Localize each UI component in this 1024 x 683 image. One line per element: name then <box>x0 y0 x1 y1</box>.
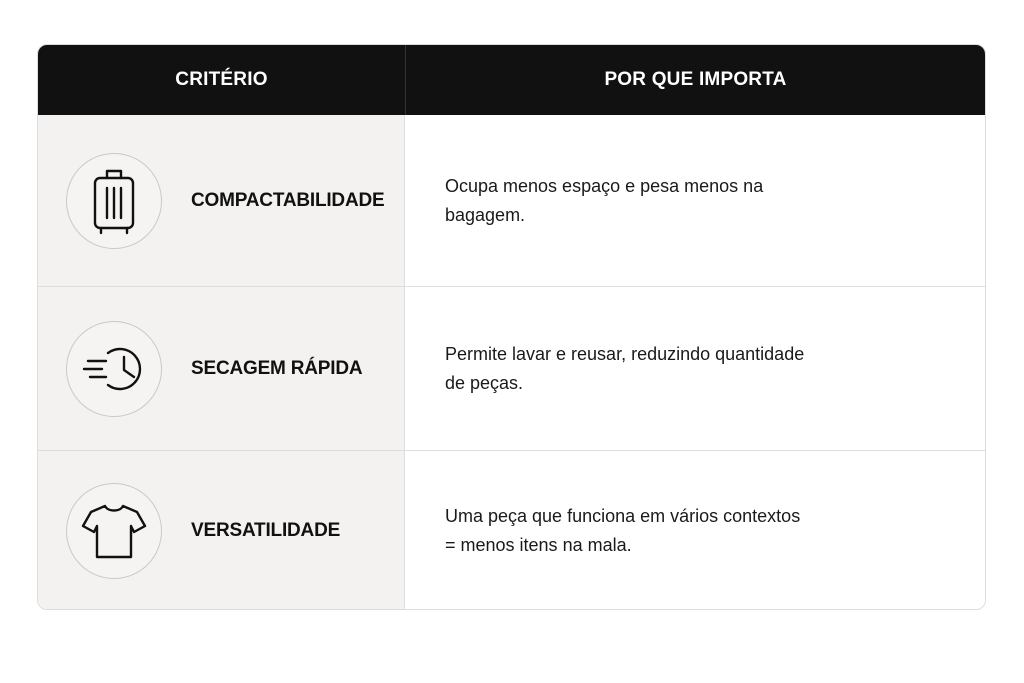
icon-badge <box>66 321 162 417</box>
suitcase-icon <box>89 166 139 236</box>
header-criterion: CRITÉRIO <box>38 45 406 115</box>
icon-badge <box>66 153 162 249</box>
criteria-table <box>37 44 986 610</box>
criterion-cell <box>38 287 405 450</box>
criterion-cell <box>38 451 405 610</box>
criterion-label: VERSATILIDADE <box>191 520 341 541</box>
criterion-label: COMPACTABILIDADE <box>191 189 385 211</box>
table-row <box>38 450 985 610</box>
table-row <box>38 286 985 450</box>
reason-cell <box>405 287 985 450</box>
reason-cell <box>405 451 985 610</box>
reason-text: Uma peça que funciona em vários contextos = menos itens na mala. <box>445 506 801 555</box>
header-why-it-matters: POR QUE IMPORTA <box>604 69 787 90</box>
table-header <box>38 45 985 115</box>
reason-text: Ocupa menos espaço e pesa menos na bagagem. <box>445 175 764 225</box>
criterion-cell <box>38 115 405 286</box>
criterion-label: SECAGEM RÁPIDA <box>191 357 363 379</box>
icon-badge <box>66 483 162 579</box>
reason-text: Permite lavar e reusar, reduzindo quantidade de peças. <box>445 343 805 393</box>
reason-cell <box>405 115 985 286</box>
tshirt-icon <box>79 500 149 562</box>
table-row <box>38 115 985 286</box>
fast-clock-icon <box>78 339 150 399</box>
